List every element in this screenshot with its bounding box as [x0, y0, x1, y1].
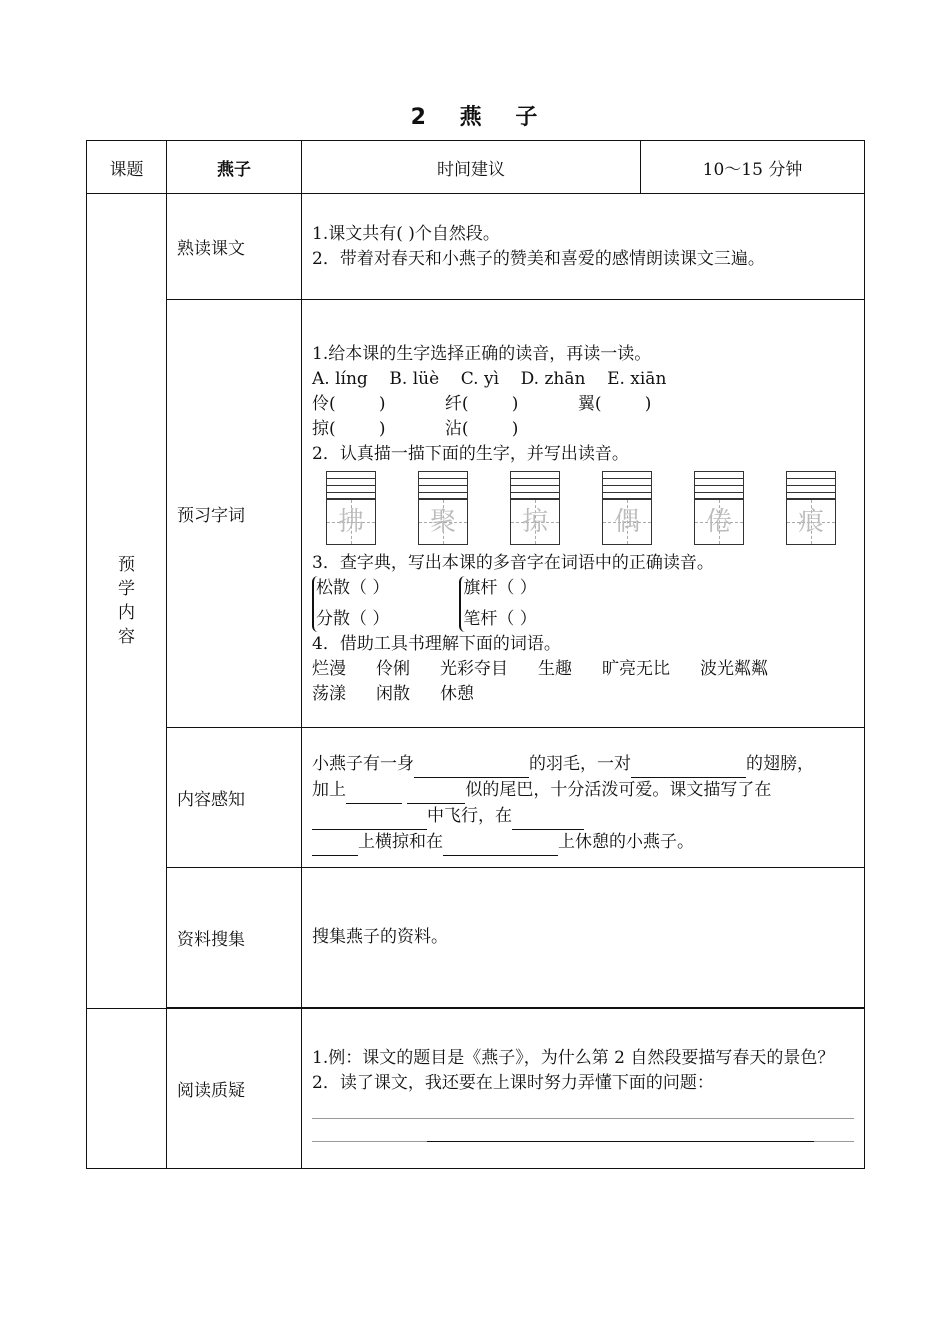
header-time-label: 时间建议: [302, 141, 641, 194]
question-content: 1.例：课文的题目是《燕子》，为什么第 2 自然段要描写春天的景色？ 2．读了课文，我还要在上课时努力弄懂下面的问题：: [302, 1009, 865, 1169]
answer-line-2[interactable]: [312, 1119, 854, 1142]
blank-8[interactable]: [443, 830, 558, 856]
answer-line-1[interactable]: [312, 1096, 854, 1119]
row-words: [87, 300, 865, 728]
blank-1[interactable]: [414, 752, 529, 778]
trace-box[interactable]: 拂: [326, 471, 376, 547]
trace-box[interactable]: 掠: [510, 471, 560, 547]
content-label: 内容感知: [167, 728, 302, 868]
side-label-preview: 预 学 内 容: [87, 194, 167, 1009]
preview-table: [86, 140, 865, 1169]
blank-3[interactable]: [346, 778, 402, 804]
row-collect: [87, 868, 865, 1008]
row-question: [87, 1009, 865, 1169]
page-title: [0, 100, 950, 131]
trace-box[interactable]: 偶: [602, 471, 652, 547]
trace-box[interactable]: 倦: [694, 471, 744, 547]
lesson-number: 2: [410, 105, 428, 130]
side-label-empty: [87, 1009, 167, 1169]
row-read: [87, 194, 865, 300]
read-label: 熟读课文: [167, 194, 302, 300]
header-time-value: 10～15 分钟: [641, 141, 865, 194]
collect-label: 资料搜集: [167, 868, 302, 1008]
blank-7[interactable]: [312, 830, 358, 856]
header-lesson: 燕子: [167, 141, 302, 194]
title-char-1: 燕: [459, 105, 484, 130]
trace-box[interactable]: 聚: [418, 471, 468, 547]
blank-4[interactable]: [407, 778, 465, 804]
tracing-grid: [326, 471, 854, 547]
collect-text: 搜集燕子的资料。: [302, 868, 865, 1008]
title-char-2: 子: [515, 105, 540, 130]
blank-2[interactable]: [631, 752, 746, 778]
content-fill: 小燕子有一身 的羽毛，一对 的翅膀， 加上 似的尾巴，十分活泼可爱。课文描写了在 中飞行，在 上横掠和在 上休憩的小燕子。: [302, 728, 865, 868]
vocab-list: 烂漫 伶俐 光彩夺目 生趣 旷亮无比 波光粼粼: [312, 659, 768, 679]
blank-5[interactable]: [312, 804, 427, 830]
header-row: [87, 141, 865, 194]
read-content: 1.课文共有( )个自然段。 2．带着对春天和小燕子的赞美和喜爱的感情朗读课文三遍。: [302, 194, 865, 300]
row-content: [87, 728, 865, 868]
polyphone-group: 松散（ ） 分散（ ） 旗杆（ ） 笔杆（ ）: [312, 576, 854, 632]
words-label: 预习字词: [167, 300, 302, 728]
trace-box[interactable]: 痕: [786, 471, 836, 547]
question-label: 阅读质疑: [167, 1009, 302, 1169]
words-content: 1.给本课的生字选择正确的读音，再读一读。 A. líng B. lüè C. yì D. zhān E. xiān 伶( ) 纤( ) 翼( ) 掠( ) 沾( ) 2．认真描一描下面的生字，并写出读音。 拂 聚 掠 偶 倦 痕 3．查字典，写出本课的多音字在词语中的正确读音。 松散（ ） 分散（ ） 旗杆（ ） 笔杆（ ） 4．借助工具书理解下面的词语。 烂漫 伶俐 光彩夺目 生趣 旷亮无比 波光粼粼 荡漾 闲散 休憩: [302, 300, 865, 728]
blank-6[interactable]: [512, 804, 584, 830]
header-label: 课题: [87, 141, 167, 194]
